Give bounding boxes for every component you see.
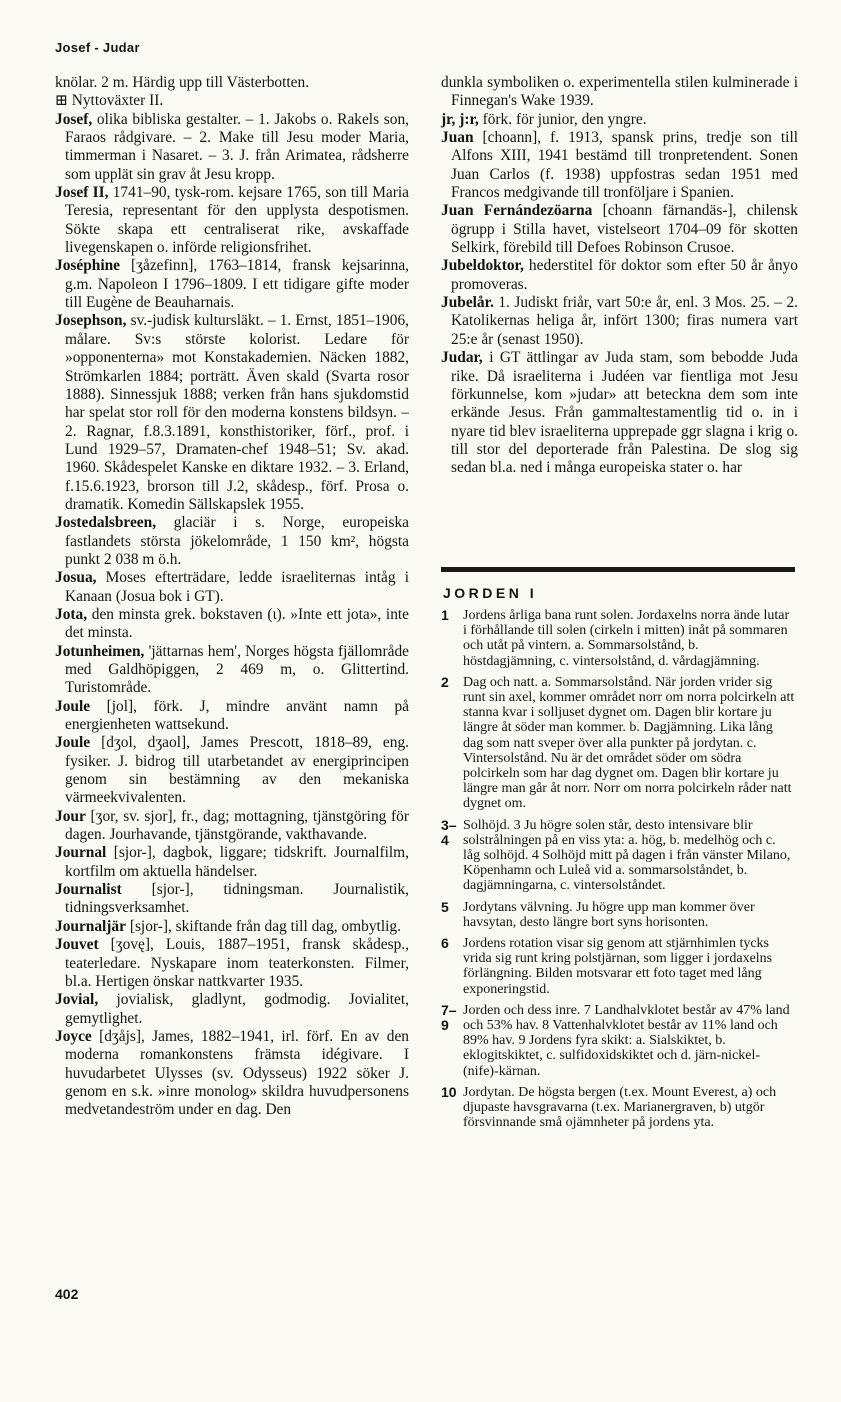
entry: Journalist [sjor-], tidningsman. Journalistik, tidningsverksamhet. <box>55 881 409 917</box>
entry: Joule [dʒol, dʒaol], James Prescott, 1818–89, eng. fysiker. J. bidrog till utarbetandet av energiprincipen genom sin bestämning av den mekaniska värmeekvivalenten. <box>55 734 409 807</box>
caption-item: 6 Jordens rotation visar sig genom att stjärnhimlen tycks vrida sig runt kring polstjärnan, som ligger i jordaxelns förlängning. Bilden motsvarar ett foto taget med lång exponeringstid. <box>441 935 773 997</box>
page-number: 402 <box>55 1286 79 1302</box>
entry: Jostedalsbreen, glaciär i s. Norge, europeiska fastlandets största jökelområde, 1 150 km², högsta punkt 2 038 m ö.h. <box>55 514 409 568</box>
caption-item: 3–4 Solhöjd. 3 Ju högre solen står, desto intensivare blir solstrålningen på en viss yta: a. hög, b. medelhög och c. låg solhöjd. 4 Solhöjd mitt på dagen i från vänster Milano, Köpenhamn och Luleå vid a. sommarsolståndet, b. dagjämningarna, c. vintersolståndet. <box>441 816 791 894</box>
caption-item: 7–9 Jorden och dess inre. 7 Landhalvklotet består av 47% land och 53% hav. 8 Vattenhalvklotet består av 11% land och 89% hav. 9 Jordens fyra skikt: a. Sialskiktet, b. eklogitskiktet, c. sulfidoxidskiktet och d. järn-nickel-(nife)-kärnan. <box>441 1001 790 1079</box>
running-head: Josef - Judar <box>55 40 140 55</box>
entry: Josephson, sv.-judisk kultursläkt. – 1. Ernst, 1851–1906, målare. Sv:s störste kolorist. Ledare för »opponenterna» mot Konstakademien. Näcken 1882, Strömkarlen 1884; porträtt. Även skald (Svarta rosor 1888). Sinnessjuk 1888; verken från hans sjukdomstid har spelat stor roll för den moderna konstens bildsyn. – 2. Ragnar, f.8.3.1891, konsthistoriker, förf., prof. i Lund 1929–57, Dramaten-chef 1948–51; Sv. akad. 1960. Skådespelet Kanske en diktare 1932. – 3. Erland, f.15.6.1923, brorson till J.2, skådesp., förf. Prosa o. dramatik. Komedin Sällskapslek 1955. <box>55 312 409 513</box>
caption-item: 10 Jordytan. De högsta bergen (t.ex. Mount Everest, a) och djupaste havsgravarna (t.ex. Marianergraven, b) utgör försvinnande små ojämnheter på jordens yta. <box>441 1083 777 1131</box>
entry: Joule [jol], förk. J, mindre använt namn på energienheten wattsekund. <box>55 697 409 734</box>
right-column <box>441 74 798 478</box>
entry: knölar. 2 m. Härdig upp till Västerbotten. <box>55 74 310 91</box>
caption-list <box>441 608 795 1137</box>
caption-item: 1 Jordens årliga bana runt solen. Jordaxelns norra ände lutar i förhållande till solen (cirkeln i mitten) inåt på sommaren och utåt på vintern. a. Sommarsolstånd, b. höstdagjämning, c. vintersolstånd, d. vårdagjämning. <box>441 607 790 669</box>
entry: Josua, Moses efterträdare, ledde israeliternas intåg i Kanaan (Josua bok i GT). <box>55 569 409 605</box>
entry: Josef, olika bibliska gestalter. – 1. Jakobs o. Rakels son, Faraos rådgivare. – 2. Make till Jesu moder Maria, timmerman i Nasaret. – 3. J. från Arimatea, rådsherre som upplät sin grav åt Jesu kropp. <box>55 110 409 183</box>
entry: Jota, den minsta grek. bokstaven (ι). »Inte ett jota», inte det minsta. <box>55 605 409 642</box>
section-rule <box>441 567 795 572</box>
entry: Jouvet [ʒovę], Louis, 1887–1951, fransk skådesp., teaterledare. Nyskapare inom teaterkonsten. Filmer, bl.a. Hertigen önskar nattkvarter 1935. <box>55 936 409 990</box>
entry: Juan Fernándezöarna [choann färnandäs-], chilensk ögrupp i Stilla havet, vistelseort 1704–09 för skotten Selkirk, förebild till Defoes Robinson Crusoe. <box>441 202 798 257</box>
caption-item: 5 Jordytans välvning. Ju högre upp man kommer över havsytan, desto längre bort syns horisonten. <box>441 898 755 930</box>
entry: Jotunheimen, 'jättarnas hem', Norges högsta fjällområde med Galdhöpiggen, 2 469 m, o. Glittertind. Turistområde. <box>55 642 409 697</box>
entry: Joséphine [ʒåzefinn], 1763–1814, fransk kejsarinna, g.m. Napoleon I 1796–1809. I ett tidigare gifte moder till Eugène de Beauharnais. <box>55 257 409 312</box>
entry: Josef II, 1741–90, tysk-rom. kejsare 1765, son till Maria Teresia, representant för den upplysta despotismen. Sökte skapa ett centraliserat rike, avskaffade livegenskapen o. införde religionsfrihet. <box>55 184 409 257</box>
entry: Jubelår. 1. Judiskt friår, vart 50:e år, enl. 3 Mos. 25. – 2. Katolikernas heliga år, infört 1300; firas numera vart 25:e år (senast 1950). <box>441 294 798 348</box>
entry: Journal [sjor-], dagbok, liggare; tidskrift. Journalfilm, kortfilm om aktuella händelser. <box>55 844 409 880</box>
entry: dunkla symboliken o. experimentella stilen kulminerade i Finnegan's Wake 1939. <box>441 74 798 110</box>
caption-item: 2 Dag och natt. a. Sommarsolstånd. När jorden vrider sig runt sin axel, kommer området norr om norra polcirkeln att stanna kvar i solljuset dygnet om. Dagen blir kortare ju längre åt söder man kommer. b. Dagjämning. Lika lång dag som natt sveper över alla punkter på jordytan. c. Vintersolstånd. Nu är det området söder om södra polcirkeln som har dag dygnet om. Dagen blir kortare ju längre man går åt norr. Norr om norra polcirkeln råder natt dygnet om. <box>441 673 795 812</box>
section-title: JORDEN I <box>443 585 538 601</box>
entry: ⊞ Nyttoväxter II. <box>55 92 164 110</box>
entry: Jour [ʒor, sv. sjor], fr., dag; mottagning, tjänstgöring för dagen. Jourhavande, tjänstgörande, vakthavande. <box>55 807 409 844</box>
entry: Juan [choann], f. 1913, spansk prins, tredje son till Alfons XIII, 1941 bestämd till tronpretendent. Sonen Juan Carlos (f. 1938) uppfostras sedan 1951 med Francos medgivande till tronföljare i Spanien. <box>441 129 798 202</box>
entry: Jovial, jovialisk, gladlynt, godmodig. Jovialitet, gemytlighet. <box>55 991 409 1027</box>
left-column <box>55 74 409 1120</box>
entry: Joyce [dʒåjs], James, 1882–1941, irl. förf. En av den moderna romankonstens främsta idégivare. I huvudarbetet Ulysses (sv. Odysseus) 1922 söker J. genom en s.k. »inre monolog» skildra huvudpersonens medvetandeström under en dag. Den <box>55 1027 409 1119</box>
entry: Jubeldoktor, hederstitel för doktor som efter 50 år ånyo promoveras. <box>441 257 798 293</box>
entry: Judar, i GT ättlingar av Juda stam, som bebodde Juda rike. Då israeliterna i Judéen var fientliga mot Jesu förkunnelse, kom »judar» att beteckna dem som inte erkände Jesus. Från gammaltestamentlig tid o. in i nyare tid blev israeliterna upprepade ggr slagna i krig o. till stor del deporterade från Palestina. De slog sig sedan bl.a. ned i många europeiska stater o. har <box>441 349 798 477</box>
entry: Journaljär [sjor-], skiftande från dag till dag, ombytlig. <box>55 917 401 935</box>
entry: jr, j:r, förk. för junior, den yngre. <box>441 110 647 128</box>
